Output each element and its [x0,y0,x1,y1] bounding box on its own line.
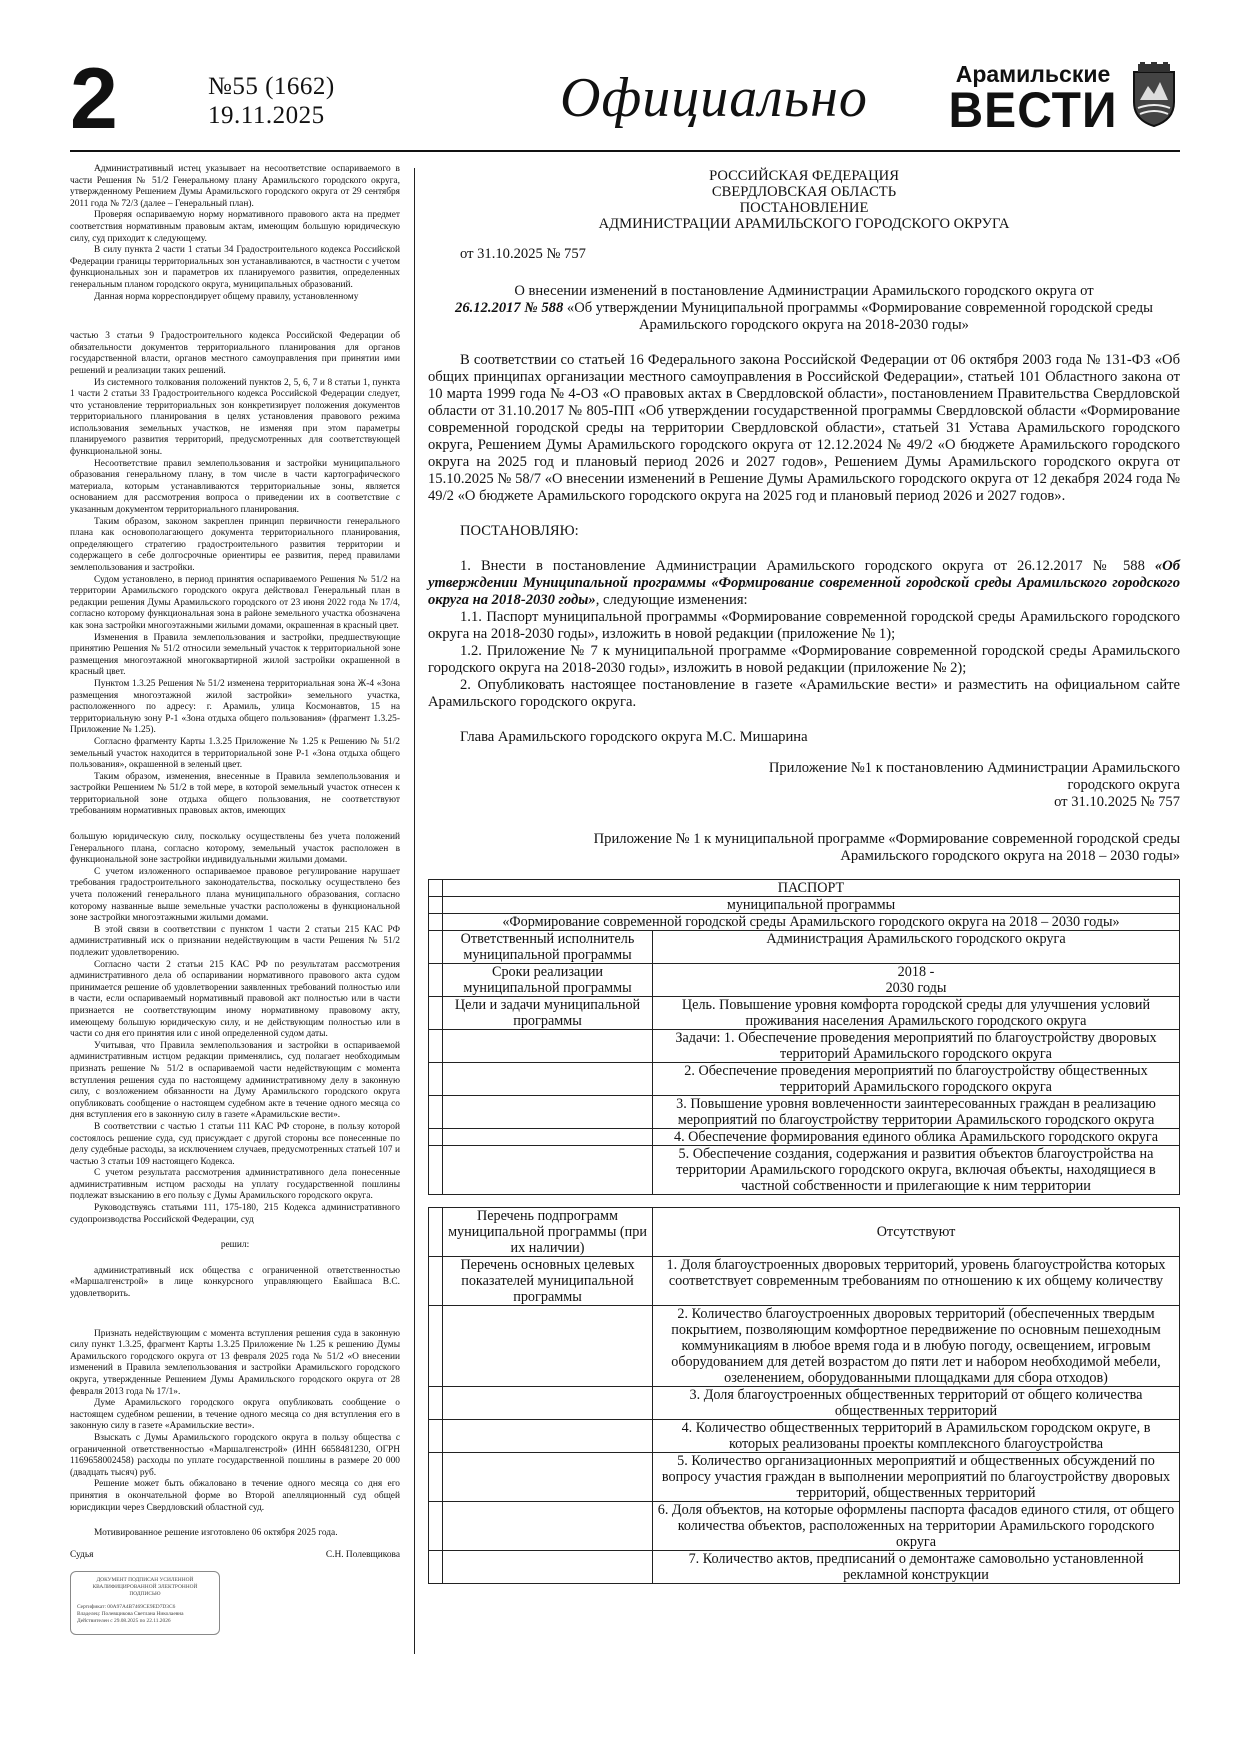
table-row [429,1208,1180,1257]
header-rule [70,150,1180,152]
header-line: ПОСТАНОВЛЕНИЕ [739,200,869,216]
masthead [70,51,1180,152]
row-value: 2. Количество благоустроенных дворовых территорий (обеспеченных твердым покрытием, позволяющим комфортное передвижение по основным пешеходным коммуникациям в любое время года и в любую погоду, освещением, игровым оборудованием для детей возрастом до пяти лет и набором необходимой мебели, озеленением, оборудованными площадками для сбора отходов) [653,1306,1180,1387]
table-row [429,1030,1180,1063]
table-row [429,897,1180,914]
program-name: «Формирование современной городской среды Арамильского городского округа на 2018 – 2030 годы» [443,914,1180,931]
paragraph: Несоответствие правил землепользования и застройки муниципального образования генеральному плану, в том числе в части картографического материала, которым устанавливаются территориальные зоны, является основанием для рассмотрения вопроса о приведении их в соответствие с указанным документом территориального планирования. [70,458,400,516]
rubric-title: Официально [560,67,868,129]
row-label: Цели и задачи муниципальной программы [443,997,653,1030]
logo-main-text: ВЕСТИ [948,82,1118,139]
row-value: Отсутствуют [653,1208,1180,1257]
row-value: 6. Доля объектов, на которые оформлены паспорта фасадов единого стиля, от общего количества объектов, расположенных на территории Арамильского городского округа [653,1502,1180,1551]
table-row [429,997,1180,1030]
row-label: Перечень основных целевых показателей муниципальной программы [443,1257,653,1306]
row-value: Задачи: 1. Обеспечение проведения мероприятий по благоустройству дворовых территорий Арамильского городского округа [653,1030,1180,1063]
paragraph: Пунктом 1.3.25 Решения № 51/2 изменена территориальная зона Ж-4 «Зона размещения многоэтажной жилой застройки» земельного участка, расположенного по адресу: г. Арамиль, улица Космонавтов, 15 на территориальную зону Р-1 «Зона отдыха общего пользования» (фрагмент 1.3.25- Приложение № 1.25). [70,678,400,736]
judge-signature [70,1550,400,1562]
paragraph: Взыскать с Думы Арамильского городского округа в пользу общества с ограниченной ответственностью «Маршалгенстрой» (ИНН 6658481230, ОГРН 1169658002458) расходы по уплате государственной пошлины в размере 20 000 (двадцать тысяч) руб. [70,1432,400,1478]
paragraph: Изменения в Правила землепользования и застройки, предшествующие принятию Решения № 51/2 относили земельный участок к территориальной зоне размещения многоэтажной многоквартирной жилой застройки окрашенной в красный цвет. [70,632,400,678]
row-value: 4. Обеспечение формирования единого облика Арамильского городского округа [653,1129,1180,1146]
passport-table [428,879,1180,1195]
appendix-program-caption [428,831,1180,865]
issue-date: 19.11.2025 [208,102,325,129]
table-row [429,1129,1180,1146]
caption-line: Приложение № 1 к муниципальной программе «Формирование современной городской среды [593,831,1180,847]
passport-title: ПАСПОРТ [443,880,1180,897]
paragraph: Данная норма корреспондирует общему правилу, установленному [94,291,359,302]
paragraph: Согласно части 2 статьи 215 КАС РФ по результатам рассмотрения административного дела об оспаривании нормативного правового акта судом принимается решение об удовлетворении заявленных требований полностью или в части, если оспариваемый нормативный правовой акт полностью или в части признается не соответствующим иному нормативному правовому акту, имеющему большую юридическую силу, и не действующим полностью или в части со дня его принятия или с иной определенной судом даты. [70,959,400,1040]
stamp-line: Владелец: Полевщикова Светлана Николаевна [77,1611,184,1618]
row-label: Перечень подпрограмм муниципальной программы (при их наличии) [443,1208,653,1257]
table-row [429,914,1180,931]
resolution-column [428,168,1180,1584]
paragraph: В соответствии с частью 1 статьи 111 КАС РФ стороне, в пользу которой состоялось решение суда, суд присуждает с другой стороны все понесенные по делу судебные расходы, за исключением случаев, предусмотренных статьей 107 и частью 3 статьи 109 настоящего Кодекса. [70,1121,400,1167]
passport-table-continued [428,1207,1180,1584]
row-value: 5. Количество организационных мероприятий и общественных обсуждений по вопросу участия граждан в выполнении мероприятий по благоустройству дворовых территорий, общественных территорий [653,1453,1180,1502]
paragraph: Судом установлено, в период принятия оспариваемого Решения № 51/2 на территории Арамильского городского округа действовал Генеральный план в редакции решения Думы Арамильского городского от 23 июня 2022 года № 17/4, согласно которому функциональная зона в районе земельного участка обозначена как зона застройки многоэтажными жилыми домами, окрашенная в красный цвет. [70,574,400,631]
paragraph: С учетом результата рассмотрения административного дела понесенные административным истцом расходы на уплату государственной пошлины подлежат взысканию в его пользу с Думы Арамильского городского округа. [70,1168,400,1202]
paragraph: Административный истец указывает на несоответствие оспариваемого в части Решения № 51/2 Генеральному плану Арамильского городского округа, утвержденному Решением Думы Арамильского городского округа от 29 сентября 2011 года № 72/3 (далее – Генеральный план). [70,164,400,209]
paragraph: Проверяя оспариваемую норму нормативного правового акта на предмет соответствия нормативным правовым актам, имеющим большую юридическую силу, суд приходит к следующему. [70,210,400,244]
table-row [429,1387,1180,1420]
table-row [429,931,1180,964]
table-row [429,1096,1180,1129]
judge-label: Судья [70,1549,94,1560]
caption-line: городского округа [1067,777,1180,793]
paragraph: Признать недействующим с момента вступления решения суда в законную силу пункт 1.3.25, фрагмент Карты 1.3.25 Приложение № 1.25 к решению Думы Арамильского городского округа от 13 февраля 2025 года № 51/2 «О внесении изменений в Правила землепользования и застройки Арамильского городского округа, утвержденные Решением Думы Арамильского городского округа от 28 февраля 2013 года № 17/1». [70,1328,400,1397]
judge-name: С.Н. Полевщикова [325,1549,400,1560]
stamp-line: Действителен с 29.08.2025 по 22.11.2026 [77,1618,171,1625]
paragraph: В этой связи в соответствии с пунктом 1 части 2 статьи 215 КАС РФ административный иск о признании недействующим в части Решения № 51/2 подлежит удовлетворению. [70,924,400,958]
table-row [429,1063,1180,1096]
row-value: 3. Доля благоустроенных общественных территорий от общего количества общественных территорий [653,1387,1180,1420]
newspaper-logo [948,61,1118,139]
column-divider [414,168,415,1654]
table-row [429,880,1180,897]
item-1: 1. Внести в постановление Администрации Арамильского городского округа от 26.12.2017 № 588 «Об утверждении Муниципальной программы «Формирование современной городской среды Арамильского городского округа на 2018-2030 годы», следующие изменения: [428,558,1180,608]
paragraph: Таким образом, законом закреплен принцип первичности генерального плана как основополагающего документа территориального планирования, определяющего стратегию градостроительного развития территории и содержащего в себе долгосрочные ориентиры ее развития, перед правилами землепользования и застройки. [70,516,400,573]
logo-top-text: Арамильские [955,61,1111,87]
row-value: 4. Количество общественных территорий в Арамильском городском округе, в которых реализованы проекты комплексного благоустройства [653,1420,1180,1453]
paragraph: Из системного толкования положений пунктов 2, 5, 6, 7 и 8 статьи 1, пункта 1 части 2 статьи 33 Градостроительного кодекса Российской Федерации следует, что установление территориальных зон конкретизирует положения документов территориального планирования в целях установления правового режима использования земельных участков, не изменяя при этом параметры планируемого развития территорий, предусмотренных для соответствующей функциональной зоны. [70,377,400,458]
table-row [429,1453,1180,1502]
item-1-2: 1.2. Приложение № 7 к муниципальной программе «Формирование современной городской среды Арамильского городского округа на 2018-2030 годы», изложить в новой редакции (приложение № 2); [428,643,1180,676]
table-row [429,964,1180,997]
issue-number: №55 (1662) [208,73,335,100]
row-value: 2018 - 2030 годы [653,964,1180,997]
paragraph: частью 3 статьи 9 Градостроительного кодекса Российской Федерации об обязательности документов территориального планирования для органов государственной власти, органов местного самоуправления при принятии ими решений и реализации таких решений. [70,331,400,376]
paragraph: большую юридическую силу, поскольку осуществлены без учета положений Генерального плана, согласно которому, земельный участок расположен в функциональной зоне застройки индивидуальными жилыми домами. [70,832,400,866]
row-value: 3. Повышение уровня вовлеченности заинтересованных граждан в реализацию мероприятий по благоустройству территории Арамильского городского округа [653,1096,1180,1129]
coat-of-arms-icon [1130,62,1178,128]
row-value: 2. Обеспечение проведения мероприятий по благоустройству общественных территорий Арамильского городского округа [653,1063,1180,1096]
table-row [429,1420,1180,1453]
row-value: Цель. Повышение уровня комфорта городской среды для улучшения условий проживания населения Арамильского городского округа [653,997,1180,1030]
header-line: АДМИНИСТРАЦИИ АРАМИЛЬСКОГО ГОРОДСКОГО ОКРУГА [598,216,1010,232]
caption-line: Приложение №1 к постановлению Администрации Арамильского [768,760,1180,776]
caption-line: от 31.10.2025 № 757 [1054,794,1180,810]
court-decision-column [70,164,400,1644]
intro-paragraph: В соответствии со статьей 16 Федерального закона Российской Федерации от 06 октября 2003 года № 131-ФЗ «Об общих принципах организации местного самоуправления в Российской Федерации», статьей 101 Областного закона от 10 марта 1999 года № 4-ОЗ «О правовых актах в Свердловской области», постановлением Правительства Свердловской области от 31.10.2017 № 805-ПП «Об утверждении государственной программы Свердловской области «Формирование современной городской среды на территории Свердловской области», статьей 31 Устава Арамильского городского округа, Решением Думы Арамильского городского округа от 12.12.2024 № 49/2 «О бюджете Арамильского городского округа на 2025 год и плановый период 2026 и 2027 годов», Решением Думы Арамильского городского округа от 15.10.2025 № 58/7 «О внесении изменений в Решение Думы Арамильского городского округа от 12 декабря 2024 года № 49/2 «О бюджете Арамильского городского округа на 2025 год и плановый период 2026 и 2027 годов». [428,352,1180,504]
paragraph: В силу пункта 2 части 1 статьи 34 Градостроительного кодекса Российской Федерации границы территориальных зон устанавливаются, в частности с учетом функциональных зон и параметров их планируемого развития, определенных генеральным планом городского округа, муниципальных образований. [70,245,400,290]
table-row [429,1306,1180,1387]
paragraph: Таким образом, изменения, внесенные в Правила землепользования и застройки Решением № 51/2 в той мере, в которой земельный участок отнесен к территориальной зоне отдыха общего пользования, не соответствуют требованиям нормативных правовых актов, имеющих [70,771,400,817]
caption-line: Арамильского городского округа на 2018 – 2030 годы» [840,848,1180,864]
table-row [429,1551,1180,1584]
paragraph: Руководствуясь статьями 111, 175-180, 215 Кодекса административного судопроизводства Российской Федерации, суд [70,1203,400,1225]
page-number: 2 [70,51,118,147]
decree-heading: ПОСТАНОВЛЯЮ: [460,523,579,539]
item-2: 2. Опубликовать настоящее постановление в газете «Арамильские вести» и разместить на официальном сайте Арамильского городского округа. [428,677,1180,710]
header-line: РОССИЙСКАЯ ФЕДЕРАЦИЯ [709,168,899,184]
paragraph: Решение может быть обжаловано в течение одного месяца со дня его принятия в окончательной форме во Второй апелляционный суд общей юрисдикции через Свердловский областной суд. [70,1479,400,1513]
paragraph: Думе Арамильского городского округа опубликовать сообщение о настоящем судебном решении, в течение одного месяца со дня вступления его в законную силу в газете «Арамильские вести». [70,1398,400,1432]
passport-subtitle: муниципальной программы [443,897,1180,914]
document-subject: О внесении изменений в постановление Администрации Арамильского городского округа от 26.12.2017 № 588 «Об утверждении Муниципальной программы «Формирование современной городской среды Арамильского городского округа на 2018-2030 годы» [455,283,1153,333]
table-row [429,1502,1180,1551]
document-date: от 31.10.2025 № 757 [460,246,586,262]
issue-info [208,72,335,130]
row-value: 1. Доля благоустроенных дворовых территорий, уровень благоустройства которых соответствует современным требованиям по отношению к их общему количеству [653,1257,1180,1306]
stamp-title: ДОКУМЕНТ ПОДПИСАН УСИЛЕННОЙ КВАЛИФИЦИРОВАННОЙ ЭЛЕКТРОННОЙ ПОДПИСЬЮ [92,1577,198,1598]
row-value: Администрация Арамильского городского округа [653,931,1180,964]
table-row [429,1146,1180,1195]
appendix-1-caption [428,760,1180,811]
row-value: 7. Количество актов, предписаний о демонтаже самовольно установленной рекламной конструкции [653,1551,1180,1584]
table-row [429,1257,1180,1306]
row-label: Сроки реализации муниципальной программы [443,964,653,997]
row-label: Ответственный исполнитель муниципальной программы [443,931,653,964]
header-line: СВЕРДЛОВСКАЯ ОБЛАСТЬ [711,184,897,200]
document-header [428,168,1180,232]
paragraph: Учитывая, что Правила землепользования и застройки в оспариваемой административным истцом редакции применялись, суд полагает необходимым признать решение № 51/2 в оспариваемой части недействующим с момента вступления решения суда по настоящему административному делу в законную силу, с возложением обязанности на Думу Арамильского городского округа опубликовать сообщение о настоящем судебном акте в течение одного месяца со дня вступления его в законную силу в газете «Арамильские вести». [70,1040,400,1121]
paragraph: административный иск общества с ограниченной ответственностью «Маршалгенстрой» в лице конкурсного управляющего Евайшаса В.С. удовлетворить. [70,1265,400,1300]
paragraph: Согласно фрагменту Карты 1.3.25 Приложение № 1.25 к Решению № 51/2 земельный участок находится в территориальной зоне Р-1 «Зона отдыха общего пользования», окрашенной в зеленый цвет. [70,736,400,771]
e-signature-stamp [70,1571,220,1635]
paragraph: Мотивированное решение изготовлено 06 октября 2025 года. [94,1528,338,1539]
head-signature: Глава Арамильского городского округа М.С. Мишарина [460,729,808,745]
paragraph: С учетом изложенного оспариваемое правовое регулирование нарушает требования градостроительного законодательства, поскольку осуществлено без учета положений генерального плана муниципального образования, согласно которому названные выше земельные участки расположены в функциональной зоне застройки многоэтажными жилыми домами. [70,866,400,924]
resolved-heading: решил: [220,1240,250,1251]
item-1-1: 1.1. Паспорт муниципальной программы «Формирование современной городской среды Арамильского городского округа на 2018-2030 годы», изложить в новой редакции (приложение № 1); [428,609,1180,642]
row-value: 5. Обеспечение создания, содержания и развития объектов благоустройства на территории Арамильского городского округа, включая объекты, находящиеся в частной собственности и прилегающие к ним территории [653,1146,1180,1195]
stamp-line: Сертификат: 00A97A4B7469CE9ED7D3C6 [77,1604,176,1611]
